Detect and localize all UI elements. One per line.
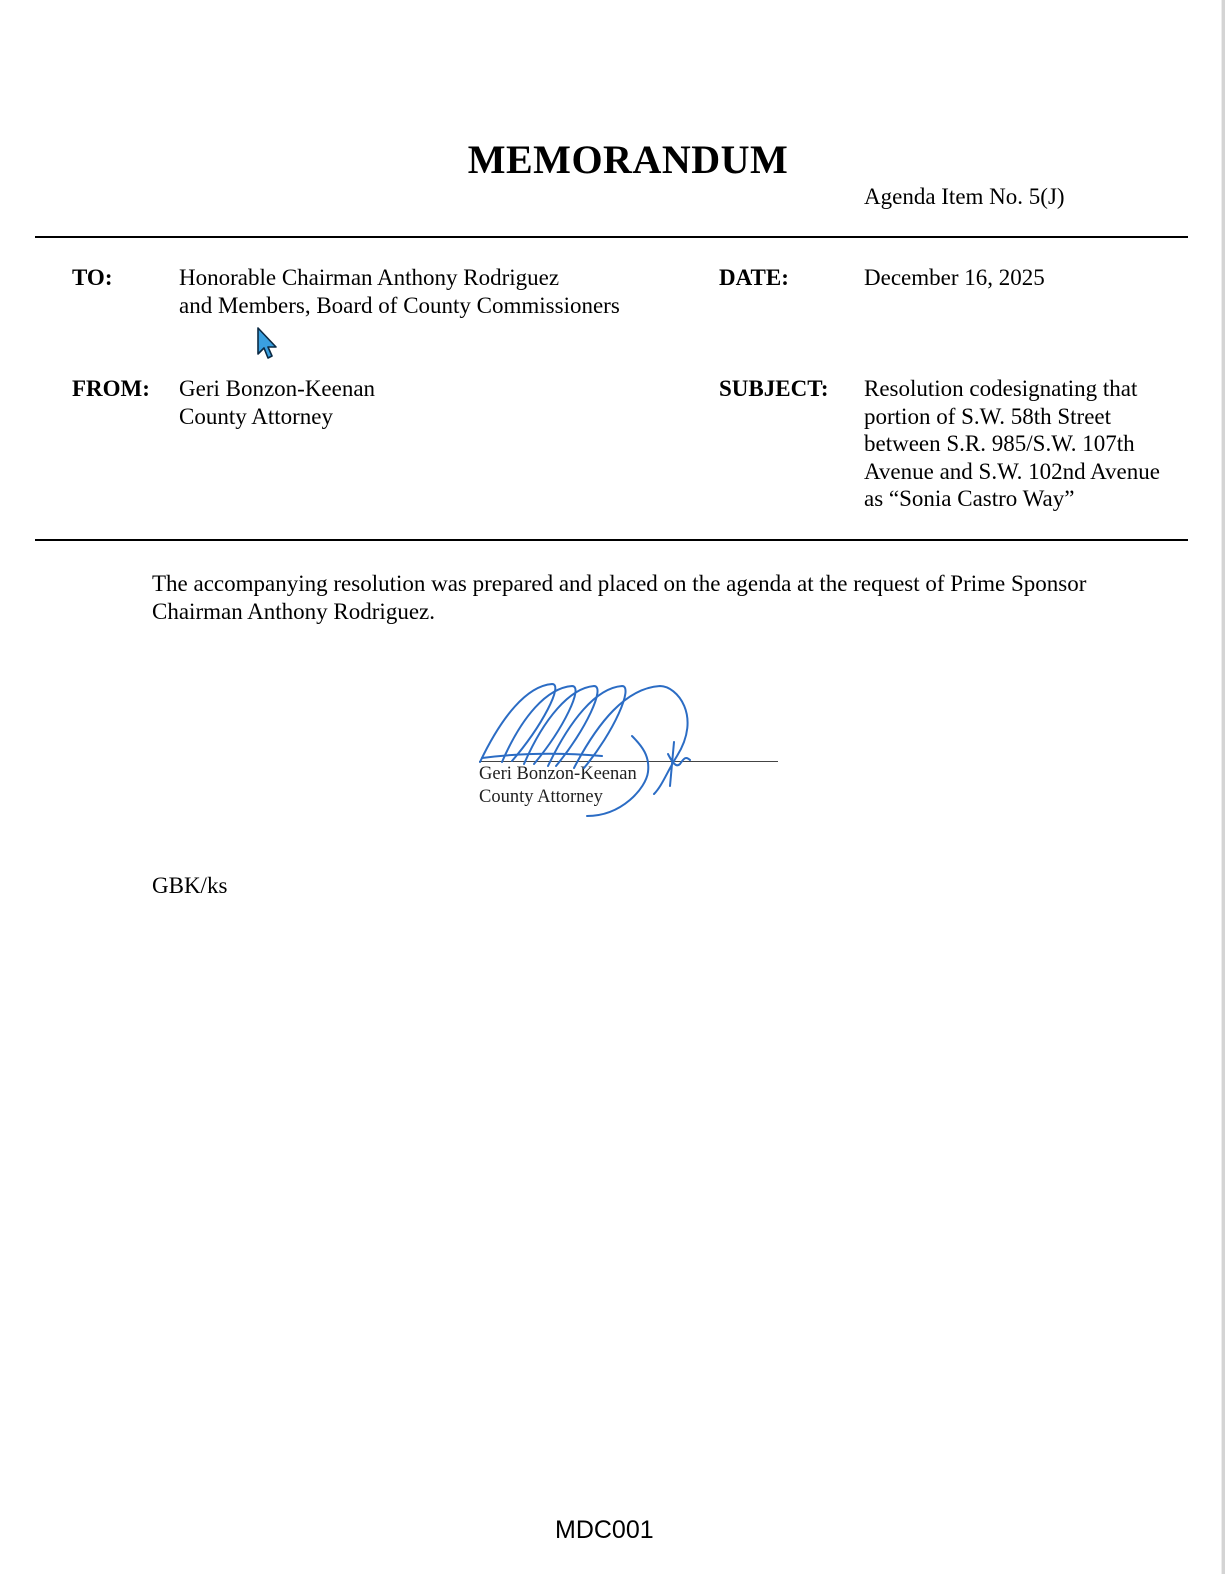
subject-label: SUBJECT: [719, 376, 829, 401]
body-line-2: Chairman Anthony Rodriguez. [152, 599, 435, 624]
handwritten-signature [472, 676, 712, 826]
subject-line-2: portion of S.W. 58th Street [864, 403, 1112, 429]
from-line-1: Geri Bonzon-Keenan [179, 376, 376, 401]
date-value: December 16, 2025 [864, 265, 1045, 290]
to-line-2: and Members, Board of County Commissioners [179, 292, 620, 318]
memo-body [152, 570, 1086, 626]
to-line-1: Honorable Chairman Anthony Rodriguez [179, 265, 560, 290]
subject-line-5: as “Sonia Castro Way” [864, 486, 1075, 511]
from-line-2: County Attorney [179, 403, 333, 429]
header-bottom-rule [35, 539, 1188, 541]
document-code: MDC001 [555, 1516, 654, 1544]
page-edge-shadow [1221, 0, 1222, 1574]
memo-title: MEMORANDUM [467, 137, 789, 182]
signature-name: Geri Bonzon-Keenan [479, 764, 637, 784]
signature-title: County Attorney [479, 787, 603, 807]
date-label: DATE: [719, 265, 789, 290]
body-line-1: The accompanying resolution was prepared and placed on the agenda at the request of Prime Sponsor [152, 571, 1087, 596]
subject-line-4: Avenue and S.W. 102nd Avenue [864, 458, 1160, 484]
typist-initials: GBK/ks [152, 873, 228, 898]
to-recipient [179, 264, 620, 319]
from-label: FROM: [72, 376, 150, 401]
agenda-item-number: Agenda Item No. 5(J) [864, 184, 1065, 209]
from-sender [179, 375, 375, 430]
subject-line-1: Resolution codesignating that [864, 376, 1138, 401]
subject-line-3: between S.R. 985/S.W. 107th [864, 431, 1135, 456]
subject-text [864, 375, 1160, 513]
header-top-rule [35, 236, 1188, 238]
to-label: TO: [72, 265, 113, 290]
mouse-pointer-icon [256, 327, 280, 361]
